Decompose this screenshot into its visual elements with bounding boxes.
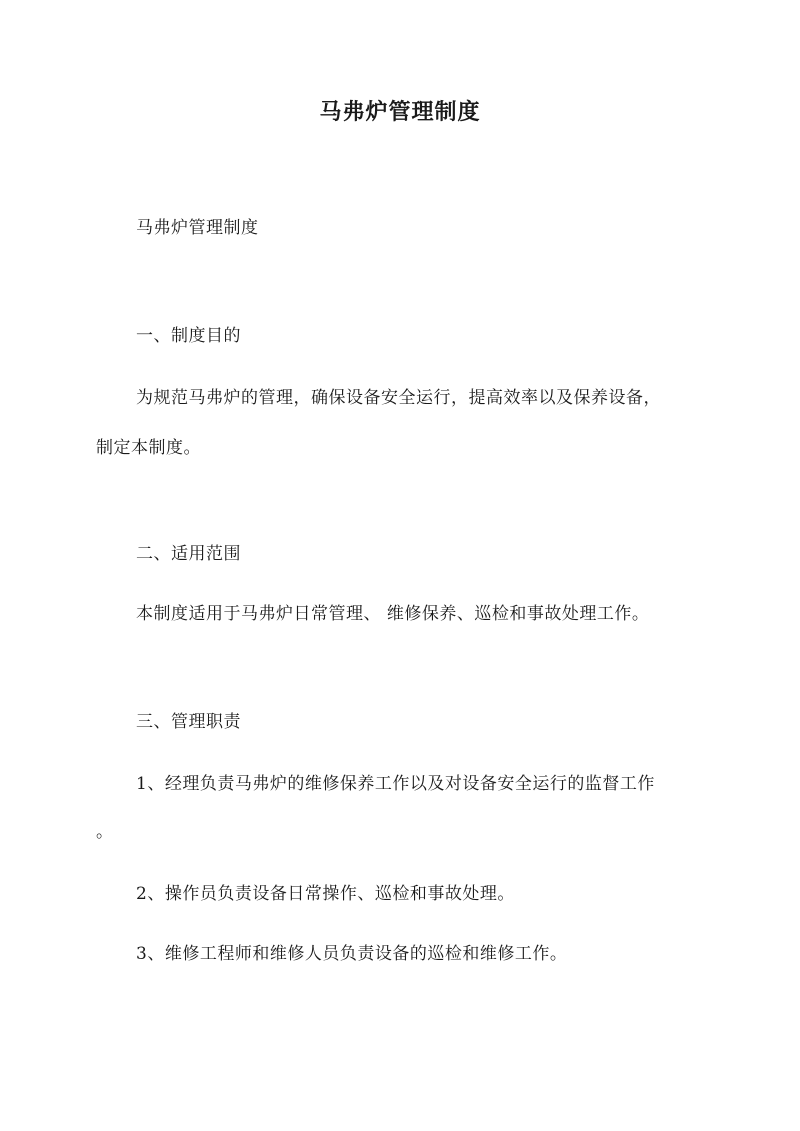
paragraph-purpose-line-1: 为规范马弗炉的管理，确保设备安全运行，提高效率以及保养设备， <box>136 388 661 408</box>
list-item-responsibility-2: 2、操作员负责设备日常操作、巡检和事故处理。 <box>136 884 515 904</box>
document-title: 马弗炉管理制度 <box>319 99 481 125</box>
list-item-responsibility-1: 1、经理负责马弗炉的维修保养工作以及对设备安全运行的监督工作 <box>136 774 655 794</box>
list-item-responsibility-3: 3、维修工程师和维修人员负责设备的巡检和维修工作。 <box>136 944 568 964</box>
paragraph-scope: 本制度适用于马弗炉日常管理、 维修保养、巡检和事故处理工作。 <box>136 604 650 624</box>
section-heading-responsibilities: 三、管理职责 <box>136 712 241 732</box>
document-subtitle: 马弗炉管理制度 <box>136 218 259 238</box>
list-item-responsibility-1-continuation: 。 <box>96 822 114 842</box>
paragraph-purpose-line-2: 制定本制度。 <box>96 438 201 458</box>
section-heading-purpose: 一、制度目的 <box>136 326 241 346</box>
section-heading-scope: 二、适用范围 <box>136 544 241 564</box>
